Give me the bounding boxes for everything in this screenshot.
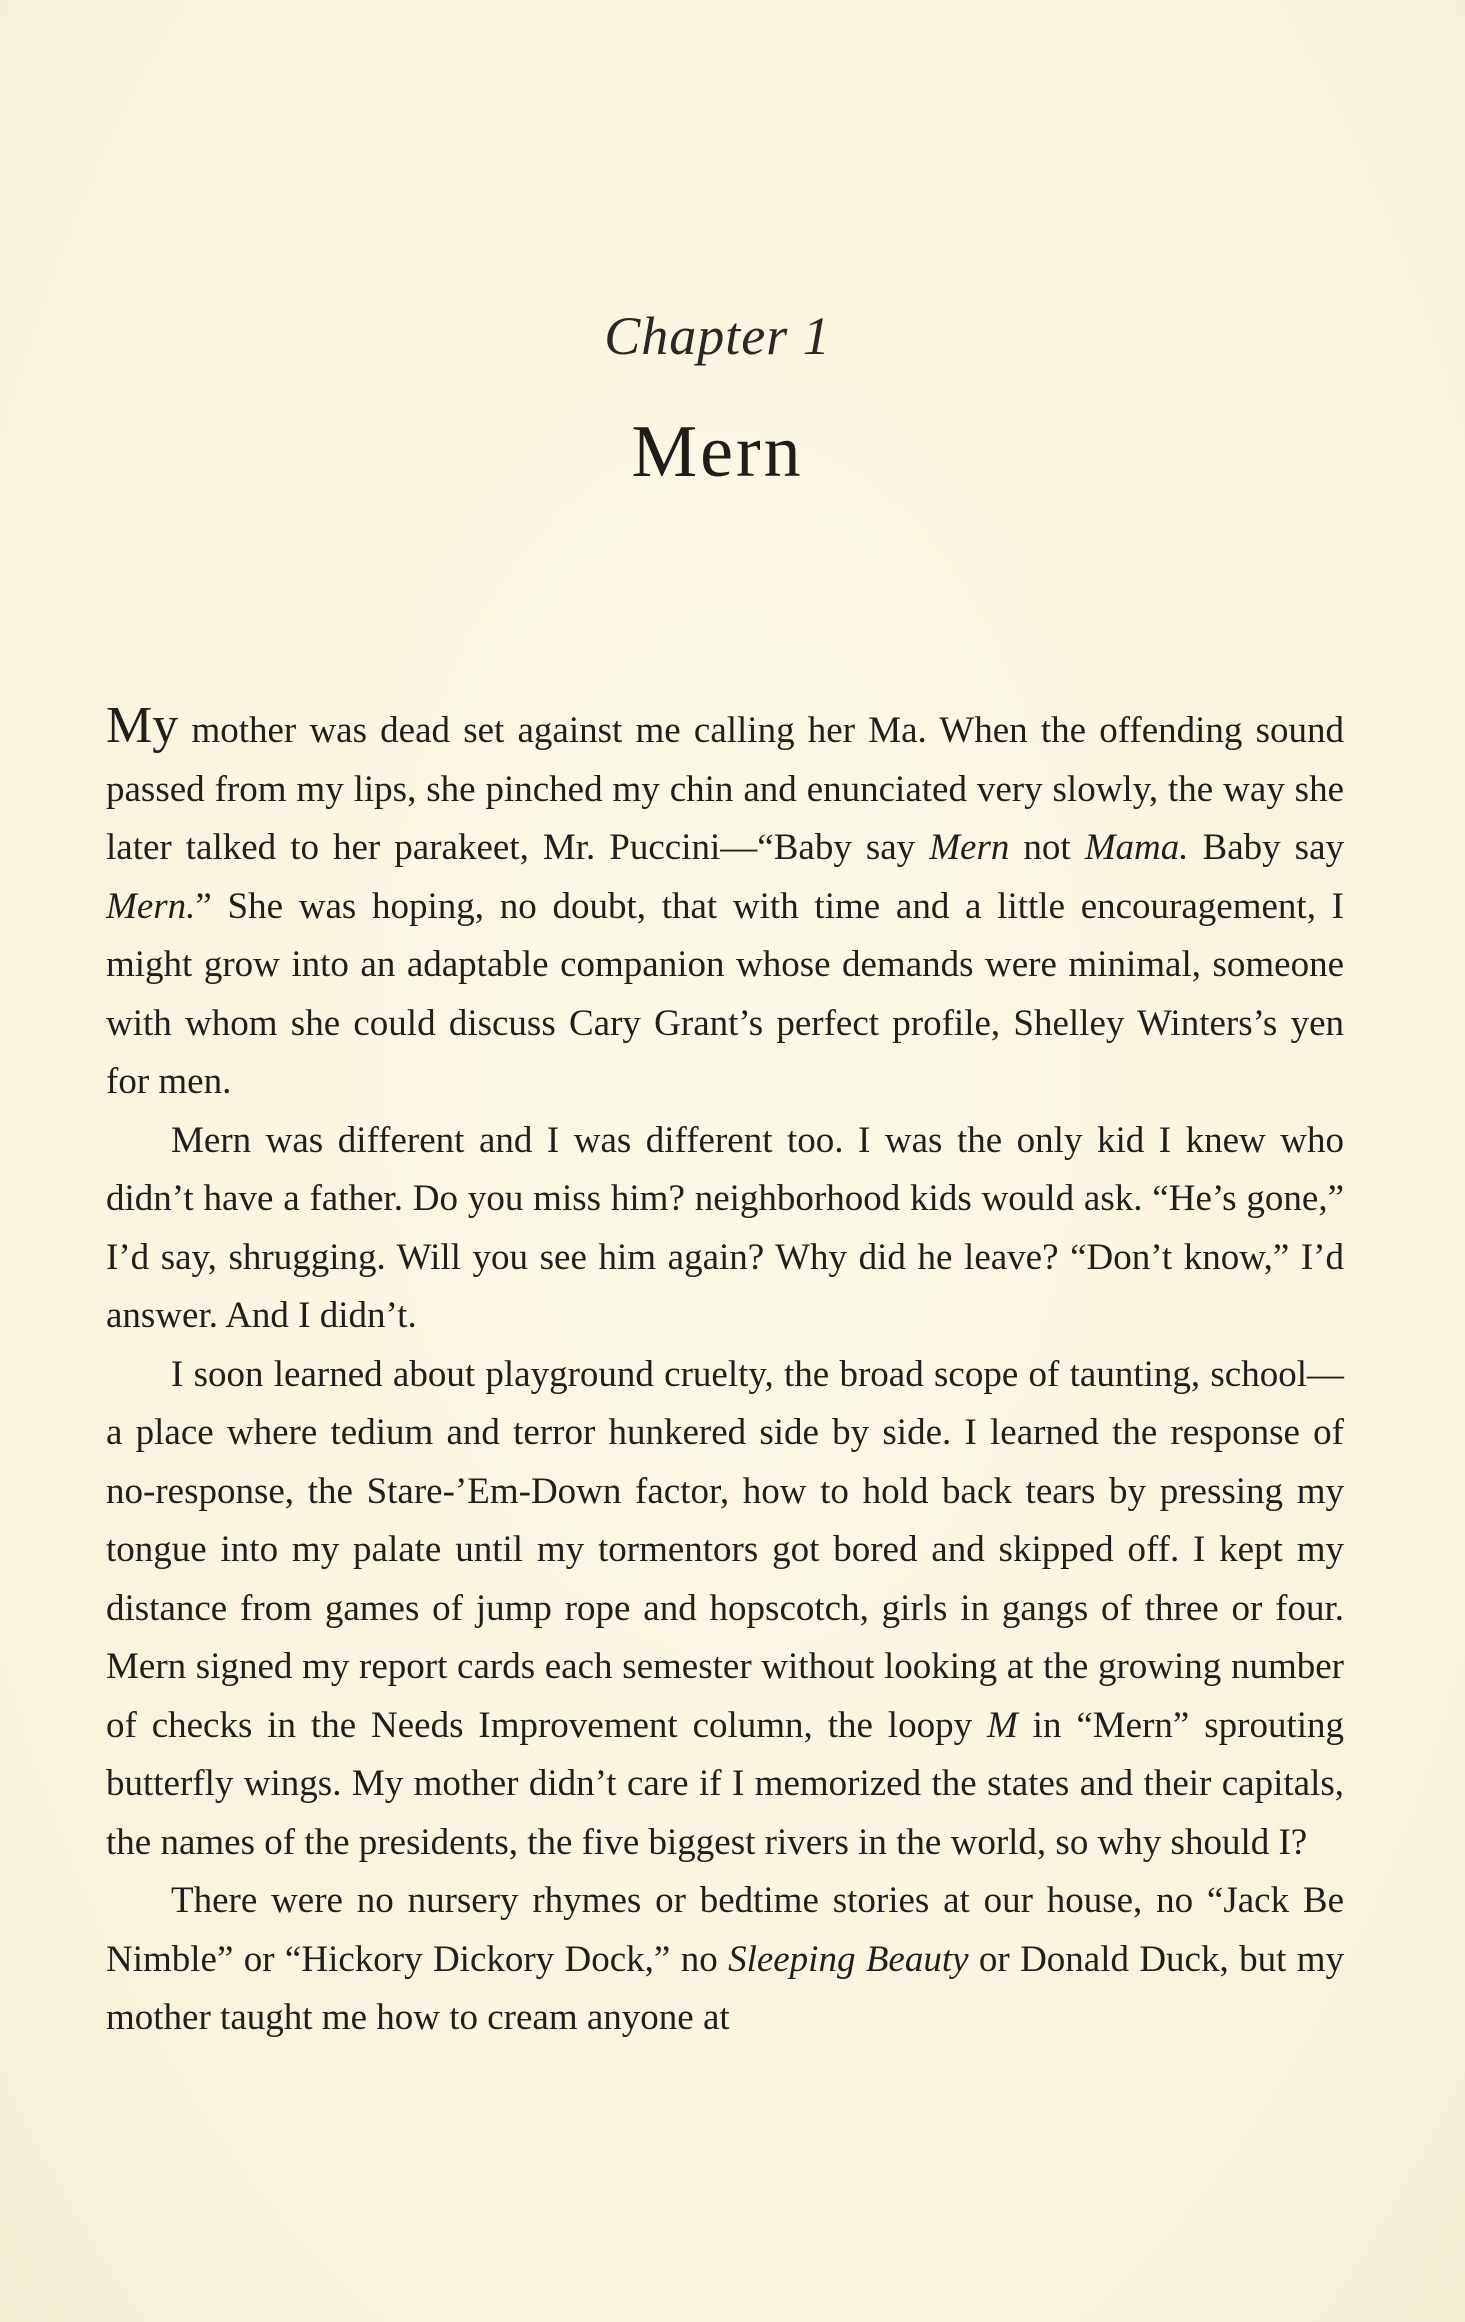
paragraph-2: Mern was different and I was different too. I was the only kid I knew who didn’t have a father. Do you miss him? neighborhood kids would ask. “He’s gone,” I’d say, shrugging. Will you see him again? Why did he leave? “Don’t know,” I’d answer. And I didn’t. xyxy=(106,1119,1344,1336)
paragraph-3: I soon learned about playground cruelty, the broad scope of taunting, school—a place where tedium and terror hunkered side by side. I learned the response of no-response, the Stare-’Em-Down factor, how to hold back tears by pressing my tongue into my palate until my tormentors got bored and skipped off. I kept my distance from games of jump rope and hopscotch, girls in gangs of three or four. Mern signed my report cards each semester without looking at the growing number of checks in the Needs Improvement column, the loopy M in “Mern” sprouting butterfly wings. My mother didn’t care if I memorized the states and their capitals, the names of the presidents, the five biggest rivers in the world, so why should I? xyxy=(106,1353,1345,1863)
drop-cap-word: My xyxy=(106,697,179,754)
chapter-number: Chapter 1 xyxy=(604,306,831,366)
paragraph-4: There were no nursery rhymes or bedtime stories at our house, no “Jack Be Nimble” or “Hickory Dickory Dock,” no Sleeping Beauty or Donald Duck, but my mother taught me how to cream anyone at xyxy=(106,1880,1344,2038)
paragraph-1: My mother was dead set against me calling her Ma. When the offending sound passed from my lips, she pinched my chin and enunciated very slowly, the way she later talked to her parakeet, Mr. Puccini—“Baby say Mern not Mama. Baby say Mern.” She was hoping, no doubt, that with time and a little encouragement, I might grow into an adaptable companion whose demands were minimal, someone with whom she could discuss Cary Grant’s perfect profile, Shelley Winters’s yen for men. xyxy=(106,697,1344,1102)
chapter-body xyxy=(106,697,1345,2048)
chapter-title: Mern xyxy=(631,411,804,493)
